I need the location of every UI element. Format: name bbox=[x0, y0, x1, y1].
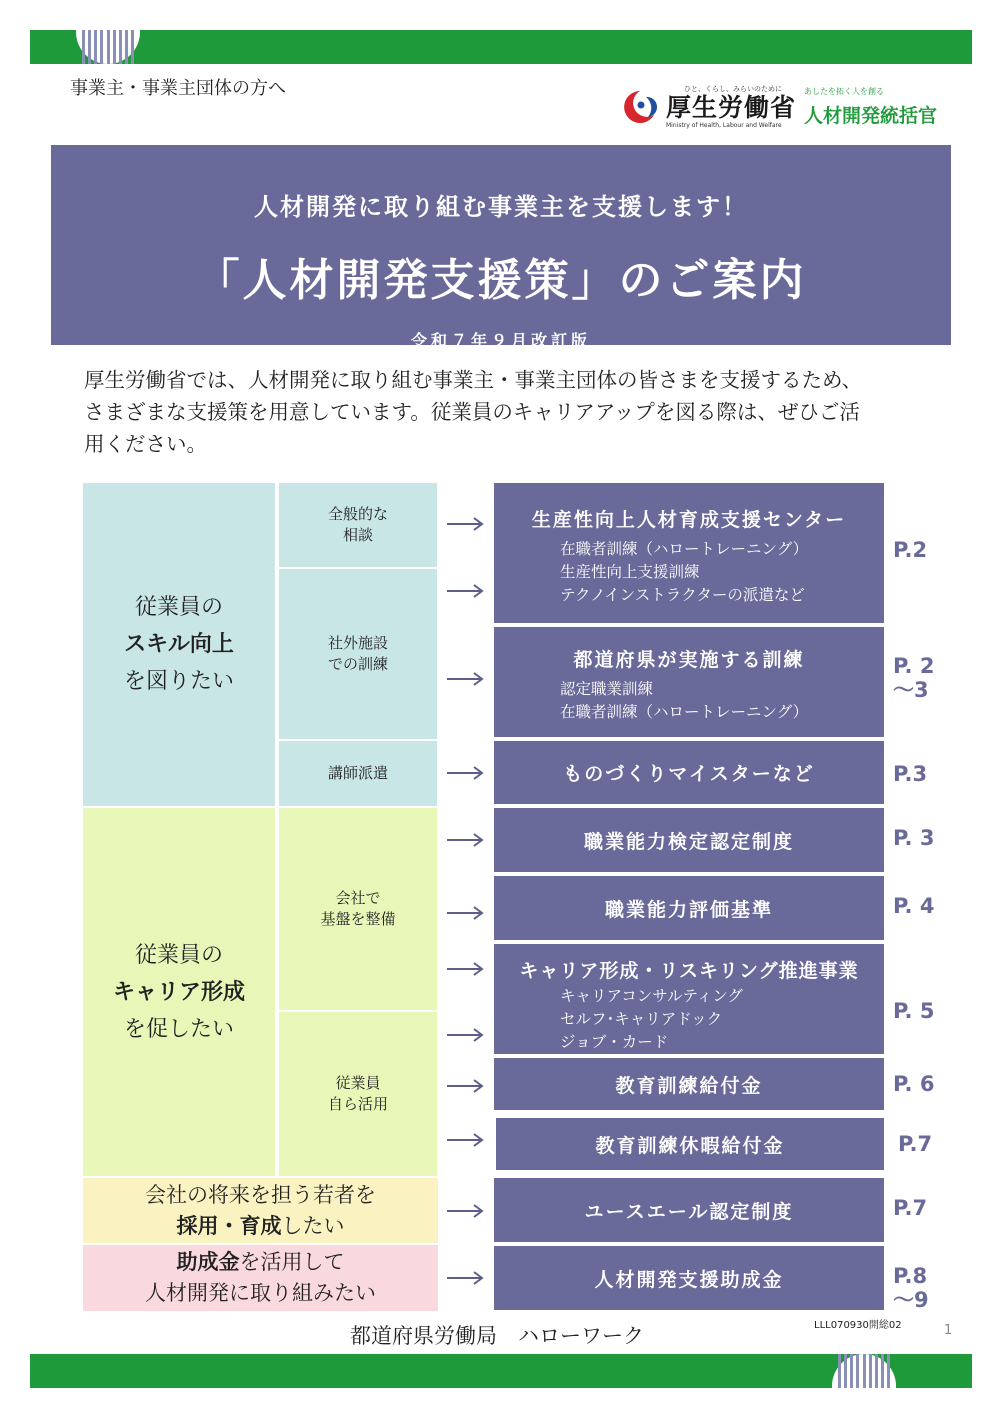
arrow-right-icon bbox=[446, 962, 484, 976]
ministry-tagline: ひと、くらし、みらいのために bbox=[684, 85, 782, 93]
measure-certification[interactable] bbox=[494, 808, 884, 874]
goal-skill bbox=[83, 483, 275, 806]
goal-youth-line1: 会社の将来を担う若者を bbox=[145, 1182, 376, 1207]
goal-career bbox=[83, 808, 275, 1176]
measure-meister-title: ものづくりマイスターなど bbox=[563, 763, 815, 785]
measure-reskilling-item: セルフ･キャリアドック bbox=[560, 1010, 723, 1028]
bureau-name: 人材開発統括官 bbox=[804, 105, 938, 127]
category-label: 基盤を整備 bbox=[320, 910, 396, 928]
measure-prefecture-item: 認定職業訓練 bbox=[560, 680, 654, 698]
banner-title: 「人材開発支援策」のご案内 bbox=[195, 255, 807, 306]
measure-prefecture-title: 都道府県が実施する訓練 bbox=[573, 649, 805, 671]
measure-benefit-title: 教育訓練給付金 bbox=[615, 1074, 763, 1097]
arrow-right-icon bbox=[446, 906, 484, 920]
ministry-emblem-icon bbox=[620, 87, 660, 127]
measure-meister[interactable] bbox=[494, 741, 884, 806]
category-foundation bbox=[279, 808, 437, 1010]
intro-paragraph bbox=[84, 364, 924, 460]
top-green-bar bbox=[30, 30, 972, 64]
arrow-right-icon bbox=[446, 1133, 484, 1147]
intro-line: 用ください。 bbox=[84, 432, 207, 456]
measure-youth-yell-title: ユースエール認定制度 bbox=[584, 1200, 794, 1223]
measure-leave-benefit[interactable] bbox=[496, 1118, 884, 1172]
measure-reskilling-item: ジョブ・カード bbox=[560, 1033, 669, 1051]
measure-reskilling[interactable] bbox=[494, 944, 884, 1056]
intro-line: さまざまな支援策を用意しています。従業員のキャリアアップを図る際は、ぜひご活 bbox=[84, 400, 860, 424]
ministry-name-en: Ministry of Health, Labour and Welfare bbox=[666, 122, 782, 129]
goal-skill-strong: スキル向上 bbox=[124, 632, 234, 657]
page-ref-line: P.8 bbox=[893, 1264, 928, 1288]
category-instructor bbox=[279, 741, 437, 806]
page-ref-line: ～9 bbox=[893, 1288, 929, 1312]
audience-label: 事業主・事業主団体の方へ bbox=[70, 78, 286, 99]
goal-subsidy-line2: 人材開発に取り組みたい bbox=[145, 1281, 376, 1305]
goal-career-pre: 従業員の bbox=[134, 942, 223, 968]
measure-certification-title: 職業能力検定認定制度 bbox=[583, 830, 794, 853]
measure-reskilling-title: キャリア形成・リスキリング推進事業 bbox=[519, 960, 859, 982]
title-banner bbox=[51, 145, 951, 350]
page-ref-meister[interactable]: P.3 bbox=[893, 762, 928, 786]
arrow-right-icon bbox=[446, 1204, 484, 1218]
category-label: での訓練 bbox=[327, 655, 388, 673]
arrow-right-icon bbox=[446, 517, 484, 531]
ministry-logo bbox=[620, 84, 796, 129]
page-ref-line: ～3 bbox=[893, 678, 929, 702]
arrow-right-icon bbox=[446, 1271, 484, 1285]
arrow-right-icon bbox=[446, 672, 484, 686]
page-ref-youth-yell[interactable]: P.7 bbox=[893, 1196, 928, 1220]
page-ref-center[interactable]: P.2 bbox=[893, 538, 928, 562]
page-ref-subsidy[interactable] bbox=[893, 1264, 929, 1312]
bottom-green-bar bbox=[30, 1354, 972, 1388]
measure-youth-yell[interactable] bbox=[494, 1178, 884, 1244]
bureau-logo bbox=[804, 86, 937, 128]
page-number: 1 bbox=[944, 1323, 953, 1338]
goal-career-post: を促したい bbox=[123, 1016, 234, 1042]
category-label: 講師派遣 bbox=[327, 764, 388, 782]
arrow-right-icon bbox=[446, 584, 484, 598]
footer-office: 都道府県労働局 ハローワーク bbox=[350, 1324, 644, 1348]
measure-center-item: テクノインストラクターの派遣など bbox=[560, 586, 805, 604]
measure-evaluation-title: 職業能力評価基準 bbox=[604, 898, 773, 921]
page-ref-prefecture[interactable] bbox=[893, 654, 934, 702]
revision-label: 令和７年９月改訂版 bbox=[410, 331, 591, 350]
page-ref-evaluation[interactable]: P. 4 bbox=[893, 894, 935, 918]
measure-reskilling-item: キャリアコンサルティング bbox=[560, 987, 743, 1005]
goal-youth bbox=[83, 1178, 438, 1243]
measure-benefit[interactable] bbox=[494, 1058, 884, 1112]
measure-subsidy[interactable] bbox=[494, 1246, 884, 1312]
goal-subsidy bbox=[83, 1245, 438, 1311]
measure-center-item: 在職者訓練（ハロートレーニング） bbox=[560, 540, 809, 558]
category-label: 相談 bbox=[342, 526, 373, 544]
goal-youth-post: したい bbox=[281, 1213, 345, 1238]
page-ref-reskilling[interactable]: P. 5 bbox=[893, 999, 935, 1023]
arrow-right-icon bbox=[446, 1079, 484, 1093]
measure-prefecture[interactable] bbox=[494, 627, 884, 739]
measure-center-title: 生産性向上人材育成支援センター bbox=[531, 509, 847, 531]
arrow-right-icon bbox=[446, 833, 484, 847]
category-consult bbox=[279, 483, 437, 567]
measure-subsidy-title: 人材開発支援助成金 bbox=[594, 1268, 784, 1291]
page-ref-leave-benefit[interactable]: P.7 bbox=[898, 1132, 933, 1156]
arrow-right-icon bbox=[446, 1028, 484, 1042]
measure-leave-benefit-title: 教育訓練休暇給付金 bbox=[595, 1134, 785, 1157]
category-label: 従業員 bbox=[335, 1074, 381, 1092]
measure-center-item: 生産性向上支援訓練 bbox=[560, 563, 700, 581]
measure-prefecture-item: 在職者訓練（ハロートレーニング） bbox=[560, 703, 809, 721]
category-label: 会社で bbox=[335, 889, 381, 907]
category-label: 社外施設 bbox=[327, 634, 388, 652]
measure-center[interactable] bbox=[494, 483, 884, 625]
goal-skill-pre: 従業員の bbox=[134, 595, 223, 620]
category-external bbox=[279, 569, 437, 739]
goal-subsidy-strong: 助成金 bbox=[176, 1250, 240, 1274]
arrow-right-icon bbox=[446, 766, 484, 780]
goal-skill-post: を図りたい bbox=[123, 669, 234, 694]
intro-line: 厚生労働省では、人材開発に取り組む事業主・事業主団体の皆さまを支援するため、 bbox=[84, 368, 863, 392]
page-ref-benefit[interactable]: P. 6 bbox=[893, 1072, 935, 1096]
document-code: LLL070930開総02 bbox=[814, 1320, 902, 1331]
ministry-name: 厚生労働省 bbox=[666, 93, 797, 122]
goal-subsidy-post: を活用して bbox=[239, 1250, 345, 1274]
category-label: 自ら活用 bbox=[327, 1095, 388, 1113]
category-label: 全般的な bbox=[327, 505, 388, 523]
goal-youth-strong: 採用・育成 bbox=[176, 1213, 282, 1238]
banner-subtitle: 人材開発に取り組む事業主を支援します！ bbox=[254, 193, 748, 221]
goal-career-strong: キャリア形成 bbox=[112, 979, 245, 1005]
measure-evaluation[interactable] bbox=[494, 876, 884, 942]
category-self bbox=[279, 1012, 437, 1176]
page-ref-certification[interactable]: P. 3 bbox=[893, 826, 935, 850]
bureau-tagline: あしたを拓く人を創る bbox=[804, 87, 884, 96]
page-ref-line: P. 2 bbox=[893, 654, 935, 678]
